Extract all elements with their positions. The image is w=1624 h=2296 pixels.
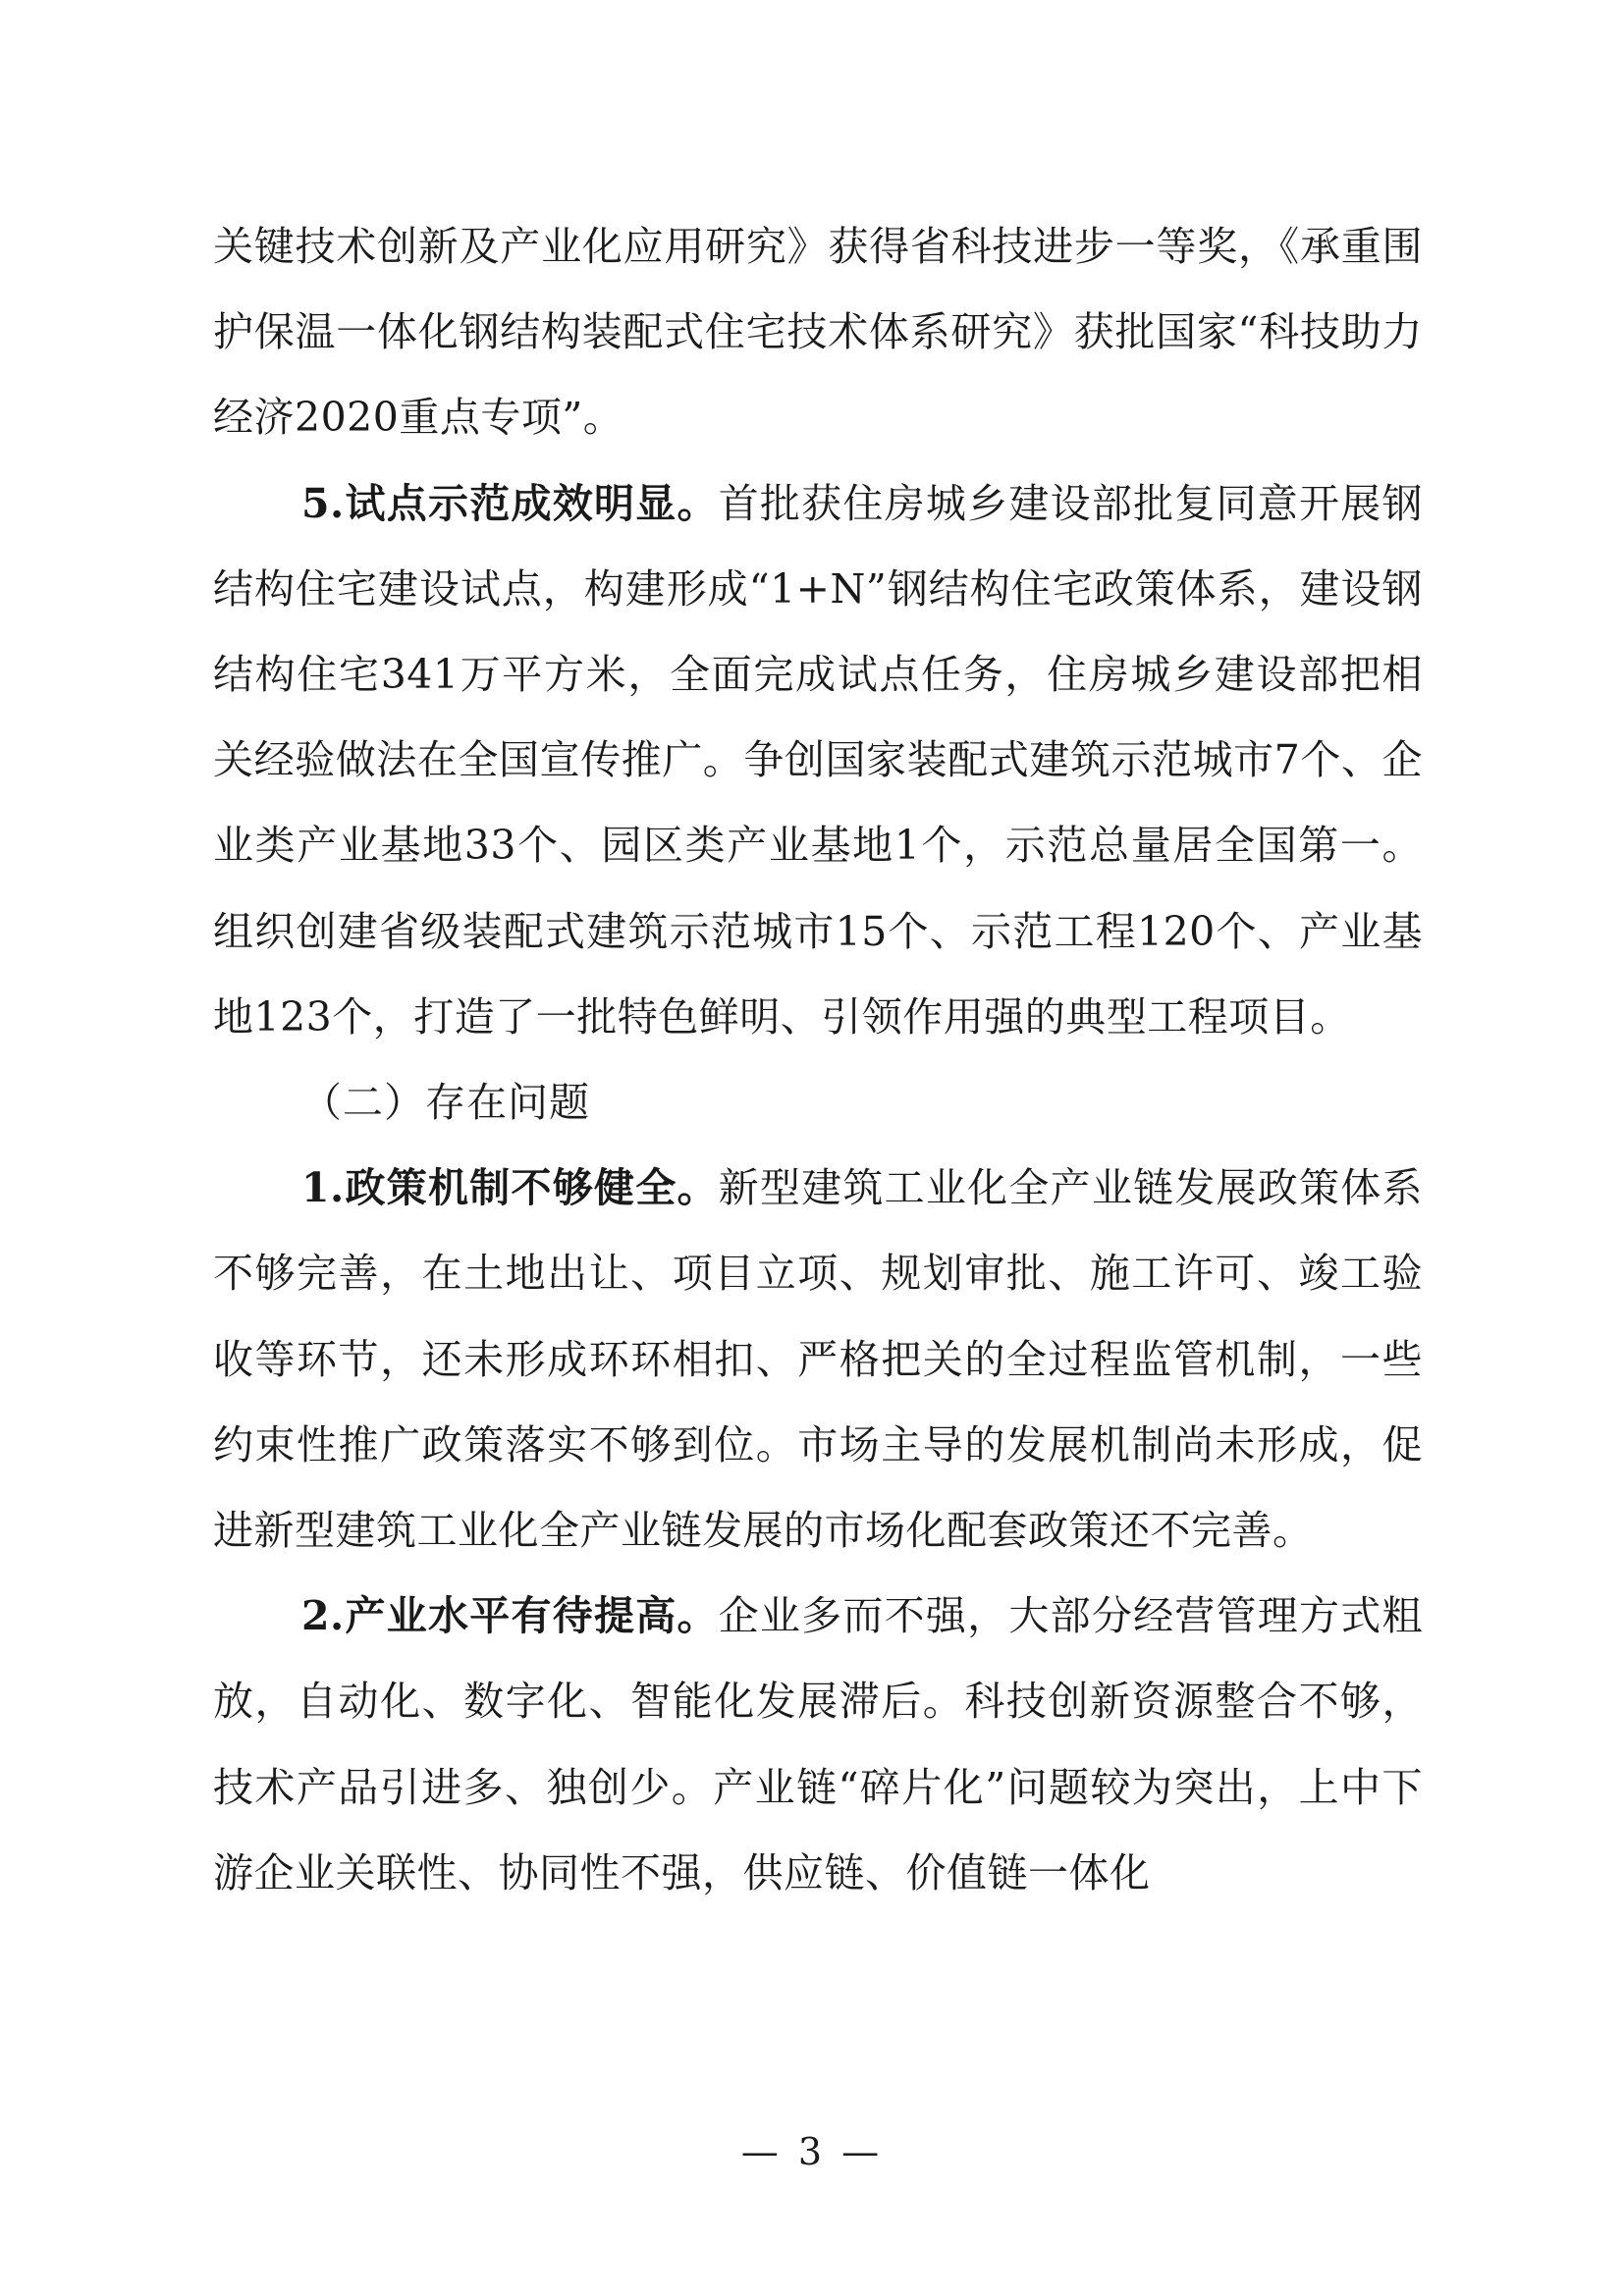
paragraph-policy-mechanism <box>213 1146 1423 1574</box>
paragraph-continuation <box>213 204 1423 461</box>
paragraph-heading: 2.产业水平有待提高。 <box>301 1592 719 1640</box>
paragraph-text: 企业多而不强，大部分经营管理方式粗放，自动化、数字化、智能化发展滞后。科技创新资源整合不够，技术产品引进多、独创少。产业链“碎片化”问题较为突出，上中下游企业关联性、协同性不强，供应链、价值链一体化 <box>213 1592 1423 1896</box>
paragraph-heading: 1.政策机制不够健全。 <box>301 1164 719 1212</box>
paragraph-industry-level <box>213 1574 1423 1916</box>
page-number: — 3 — <box>740 2130 884 2173</box>
paragraph-text: 关键技术创新及产业化应用研究》获得省科技进步一等奖，《承重围护保温一体化钢结构装配式住宅技术体系研究》获批国家“科技助力经济2020重点专项”。 <box>213 223 1423 442</box>
paragraph-heading: 5.试点示范成效明显。 <box>301 479 719 527</box>
paragraph-text: 首批获住房城乡建设部批复同意开展钢结构住宅建设试点，构建形成“1+N”钢结构住宅政策体系，建设钢结构住宅341万平方米，全面完成试点任务，住房城乡建设部把相关经验做法在全国宣传推广。争创国家装配式建筑示范城市7个、企业类产业基地33个、园区类产业基地1个，示范总量居全国第一。组织创建省级装配式建筑示范城市15个、示范工程120个、产业基地123个，打造了一批特色鲜明、引领作用强的典型工程项目。 <box>213 479 1423 1041</box>
document-body <box>213 204 1423 1916</box>
section-heading: （二）存在问题 <box>301 1079 590 1127</box>
paragraph-pilot-demonstration <box>213 461 1423 1060</box>
paragraph-text: 新型建筑工业化全产业链发展政策体系不够完善，在土地出让、项目立项、规划审批、施工许可、竣工验收等环节，还未形成环环相扣、严格把关的全过程监管机制，一些约束性推广政策落实不够到位。市场主导的发展机制尚未形成，促进新型建筑工业化全产业链发展的市场化配套政策还不完善。 <box>213 1164 1423 1555</box>
